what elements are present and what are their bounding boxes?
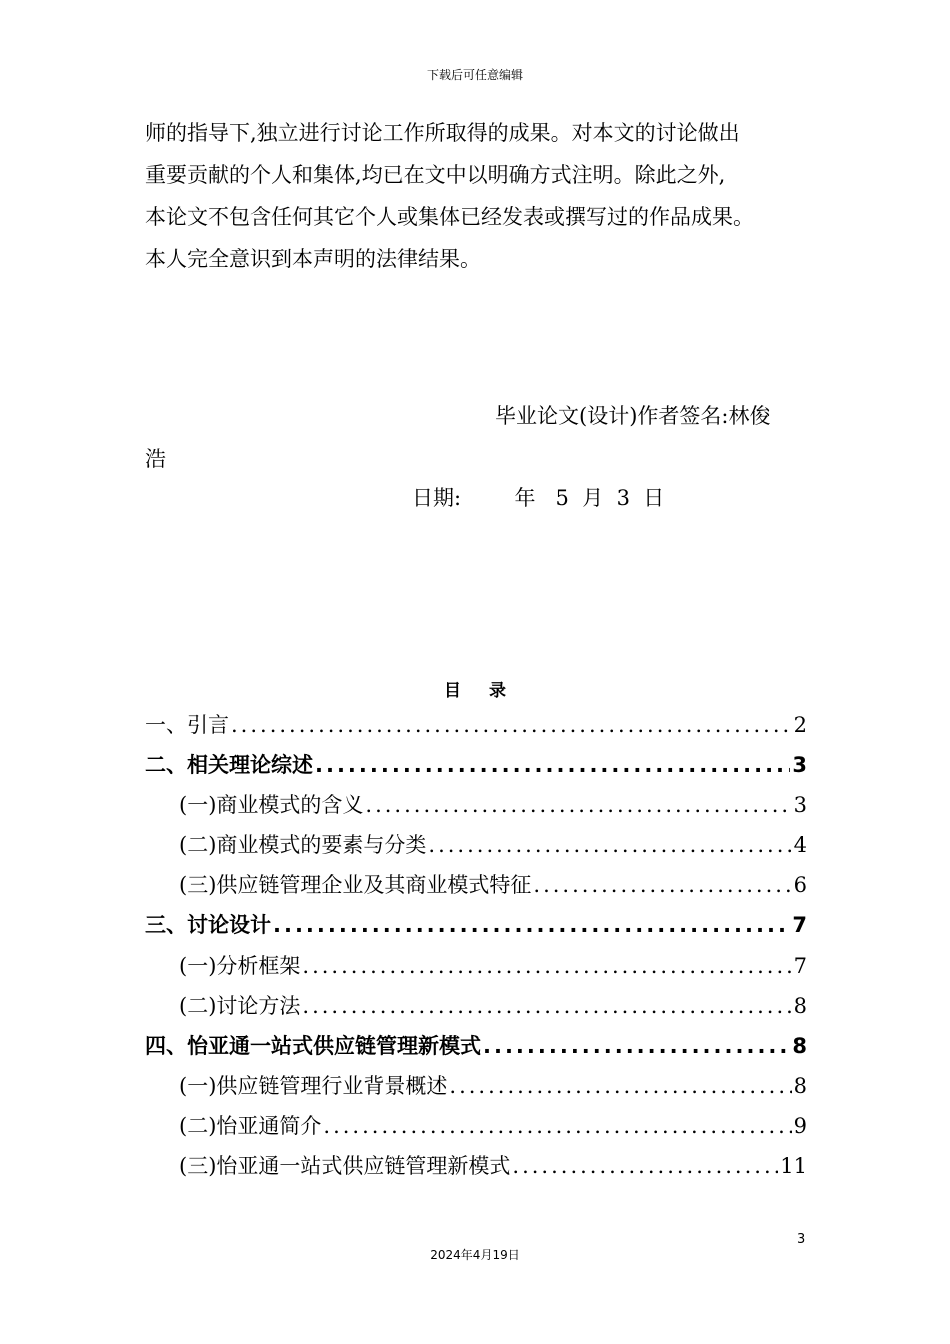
toc-entry-title: (二)讨论方法: [179, 993, 301, 1018]
toc-leader-dots: [449, 1066, 791, 1106]
toc-entry-page: 6: [793, 873, 807, 898]
toc-entry-title: (三)怡亚通一站式供应链管理新模式: [179, 1154, 511, 1179]
toc-title: 目录: [444, 681, 534, 701]
toc-entry-page: 7: [792, 913, 807, 938]
declaration-line: 本人完全意识到本声明的法律结果。: [145, 247, 481, 271]
toc-entry[interactable]: [145, 745, 807, 785]
toc-entry[interactable]: [145, 865, 807, 905]
toc-entry-title: 三、讨论设计: [145, 913, 271, 938]
toc-entry-page: 11: [780, 1154, 807, 1179]
toc-entry[interactable]: [145, 705, 807, 745]
toc-entry-page: 3: [793, 793, 807, 818]
toc-entry-title: (二)怡亚通简介: [179, 1113, 322, 1138]
author-signature-continuation: 浩: [145, 447, 166, 471]
toc-entry[interactable]: [145, 905, 807, 945]
toc-entry-page: 7: [793, 953, 807, 978]
toc-leader-dots: [428, 825, 791, 865]
toc-leader-dots: [315, 745, 790, 785]
page-footer: 2024年4月19日: [430, 1248, 520, 1262]
toc-leader-dots: [231, 705, 792, 745]
page-header: 下载后可任意编辑: [426, 68, 523, 82]
toc-entry-page: 8: [792, 1033, 807, 1058]
signature-date: 日期: 年 5 月 3 日: [412, 486, 665, 510]
toc-entry-page: 4: [793, 833, 807, 858]
toc-entry[interactable]: [145, 1026, 807, 1066]
toc-entry[interactable]: [145, 1146, 807, 1186]
toc-entry[interactable]: [145, 1106, 807, 1146]
toc-entry-title: (一)商业模式的含义: [179, 793, 364, 818]
toc-entry-page: 3: [792, 753, 807, 778]
declaration-line: 师的指导下,独立进行讨论工作所取得的成果。对本文的讨论做出: [145, 121, 740, 145]
toc-entry[interactable]: [145, 1066, 807, 1106]
declaration-line: 重要贡献的个人和集体,均已在文中以明确方式注明。除此之外,: [145, 163, 726, 187]
toc-entry-page: 9: [793, 1113, 807, 1138]
toc-leader-dots: [512, 1146, 778, 1186]
author-signature-label: 毕业论文(设计)作者签名:林俊: [495, 404, 771, 428]
declaration-line: 本论文不包含任何其它个人或集体已经发表或撰写过的作品成果。: [145, 205, 754, 229]
toc-leader-dots: [323, 1106, 791, 1146]
toc-leader-dots: [365, 785, 791, 825]
toc-entry[interactable]: [145, 946, 807, 986]
toc-entry-page: 8: [793, 1073, 807, 1098]
page-number: 3: [797, 1232, 806, 1247]
toc-entry[interactable]: [145, 785, 807, 825]
toc-leader-dots: [483, 1026, 790, 1066]
toc-leader-dots: [273, 905, 790, 945]
toc-entry-page: 2: [793, 713, 807, 737]
toc-entry-title: 二、相关理论综述: [145, 753, 313, 778]
toc-entry-title: (三)供应链管理企业及其商业模式特征: [179, 873, 532, 898]
toc-entry[interactable]: [145, 825, 807, 865]
table-of-contents: [145, 705, 807, 1186]
toc-entry[interactable]: [145, 986, 807, 1026]
toc-leader-dots: [302, 946, 791, 986]
toc-entry-title: (一)分析框架: [179, 953, 301, 978]
toc-entry-title: 四、怡亚通一站式供应链管理新模式: [145, 1033, 481, 1058]
toc-leader-dots: [302, 986, 791, 1026]
toc-entry-page: 8: [793, 993, 807, 1018]
toc-entry-title: (二)商业模式的要素与分类: [179, 833, 427, 858]
declaration-paragraph: [145, 112, 825, 280]
toc-entry-title: (一)供应链管理行业背景概述: [179, 1073, 448, 1098]
toc-entry-title: 一、引言: [145, 713, 229, 737]
toc-leader-dots: [533, 865, 791, 905]
